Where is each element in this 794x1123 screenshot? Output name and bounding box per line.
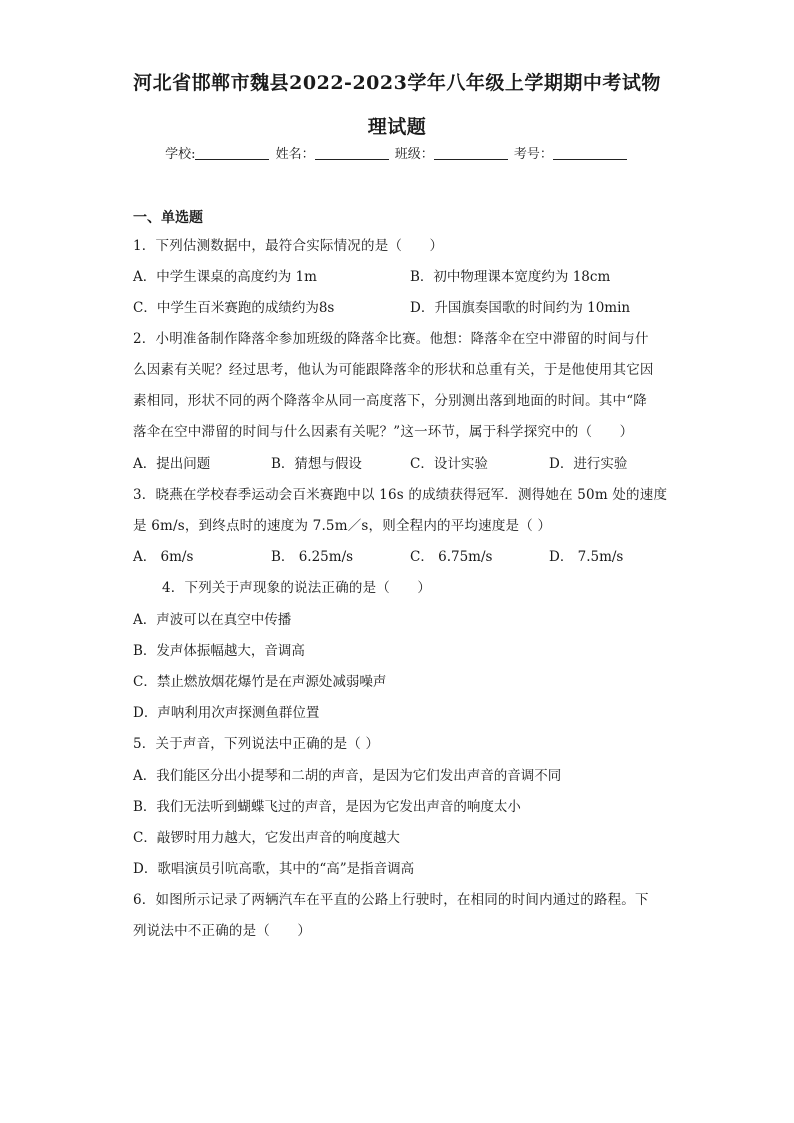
q3-stem-line-2: 是 6m/s，到终点时的速度为 7.5m／s，则全程内的平均速度是（ ） — [133, 518, 552, 534]
q3-option-c: C． 6.75m/s — [410, 549, 493, 565]
school-label: 学校: — [165, 147, 196, 162]
q5-option-c: C．敲锣时用力越大，它发出声音的响度越大 — [133, 830, 400, 846]
q1-option-c: C．中学生百米赛跑的成绩约为8s — [133, 300, 335, 316]
q5-option-b: B．我们无法听到蝴蝶飞过的声音，是因为它发出声音的响度太小 — [133, 799, 521, 815]
q4-option-d: D．声呐利用次声探测鱼群位置 — [133, 705, 320, 721]
q4-stem: 4．下列关于声现象的说法正确的是（ ） — [162, 580, 432, 596]
q1-option-b: B．初中物理课本宽度约为 18cm — [410, 269, 611, 285]
q2-stem-line-4: 落伞在空中滞留的时间与什么因素有关呢？”这一环节，属于科学探究中的（ ） — [133, 424, 634, 440]
q2-stem-line-2: 么因素有关呢？经过思考，他认为可能跟降落伞的形状和总重有关，于是他使用其它因 — [133, 362, 654, 378]
class-blank — [434, 145, 508, 160]
student-info-row — [0, 143, 794, 162]
q2-option-b: B．猜想与假设 — [271, 456, 362, 472]
q1-option-a: A．中学生课桌的高度约为 1m — [133, 269, 317, 285]
q4-option-b: B．发声体振幅越大，音调高 — [133, 643, 305, 659]
q3-stem-line-1: 3．晓燕在学校春季运动会百米赛跑中以 16s 的成绩获得冠军．测得她在 50m 处的速度 — [133, 487, 668, 503]
q2-stem-line-1: 2．小明准备制作降落伞参加班级的降落伞比赛。他想：降落伞在空中滞留的时间与什 — [133, 331, 649, 347]
q2-stem-line-3: 素相同，形状不同的两个降落伞从同一高度落下，分别测出落到地面的时间。其中“降 — [133, 393, 648, 409]
section-heading: 一、单选题 — [133, 210, 203, 226]
q5-option-d: D．歌唱演员引吭高歌，其中的“高”是指音调高 — [133, 861, 415, 877]
q1-option-d: D．升国旗奏国歌的时间约为 10min — [410, 300, 631, 316]
q3-option-b: B． 6.25m/s — [271, 549, 354, 565]
exam-title-line-1: 河北省邯郸市魏县2022-2023学年八年级上学期期中考试物 — [133, 72, 661, 94]
q5-stem: 5．关于声音，下列说法中正确的是（ ） — [133, 736, 380, 752]
q6-stem-line-2: 列说法中不正确的是（ ） — [133, 923, 312, 939]
exam-number-label: 考号： — [513, 147, 553, 162]
class-label: 班级： — [394, 147, 434, 162]
q2-option-c: C．设计实验 — [410, 456, 488, 472]
q5-option-a: A．我们能区分出小提琴和二胡的声音，是因为它们发出声音的音调不同 — [133, 768, 562, 784]
name-blank — [315, 145, 389, 160]
school-blank — [195, 145, 269, 160]
exam-title-line-2: 理试题 — [367, 116, 427, 138]
name-label: 姓名： — [275, 147, 315, 162]
q2-option-a: A．提出问题 — [133, 456, 211, 472]
q2-option-d: D．进行实验 — [549, 456, 628, 472]
q3-option-d: D． 7.5m/s — [549, 549, 624, 565]
q4-option-a: A．声波可以在真空中传播 — [133, 612, 292, 628]
q4-option-c: C．禁止燃放烟花爆竹是在声源处减弱噪声 — [133, 674, 387, 690]
exam-number-blank — [553, 145, 627, 160]
q1-stem: 1．下列估测数据中，最符合实际情况的是（ ） — [133, 238, 444, 254]
q6-stem-line-1: 6．如图所示记录了两辆汽车在平直的公路上行驶时，在相同的时间内通过的路程。下 — [133, 892, 649, 908]
q3-option-a: A． 6m/s — [133, 549, 194, 565]
